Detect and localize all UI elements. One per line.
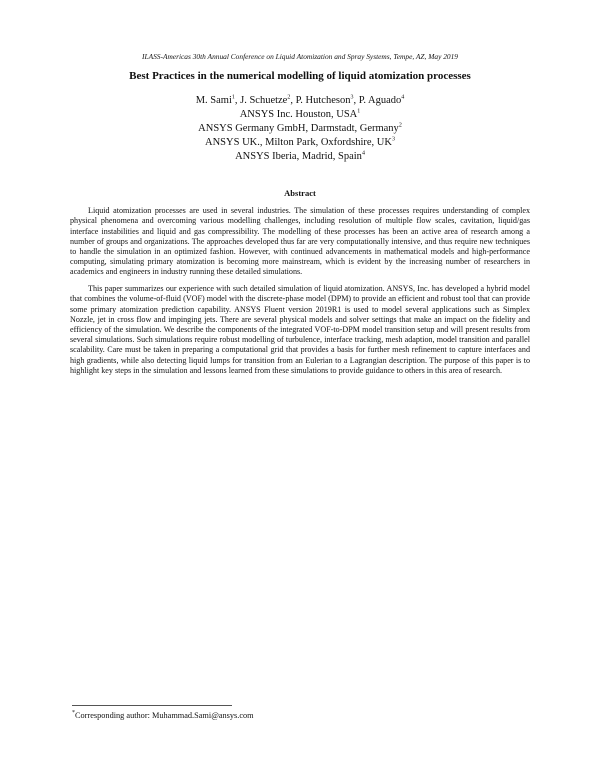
- affiliation: [0, 136, 600, 150]
- author-block: [0, 94, 600, 164]
- author-sup: 4: [401, 94, 405, 101]
- affiliation-text: ANSYS Germany GmbH, Darmstadt, Germany: [198, 123, 399, 134]
- footnote-mark: *: [72, 710, 75, 717]
- footnote-rule: [72, 705, 232, 706]
- author-sup: 1: [231, 94, 235, 101]
- affiliation-text: ANSYS Iberia, Madrid, Spain: [235, 151, 362, 162]
- abstract-heading: Abstract: [284, 188, 316, 198]
- affiliation: [0, 122, 600, 136]
- affiliation: [0, 150, 600, 164]
- abstract-paragraph: Liquid atomization processes are used in several industries. The simulation of these processes requires understanding of complex physical phenomena and overcoming various modelling challenges, including resolution of multiple flow scales, cavitation, liquid/gas interface instabilities and liquid and gas compressibility. The modelling of these processes has been an active area of research among a number of groups and organizations. The approaches developed thus far are very computationally intensive, and thus require new techniques to handle the simulation in an optimized fashion. However, with continued advancements in mathematical models and high-performance computing, simulating primary atomization is becoming more mainstream, which is evident by the increasing number of researchers in academics and engineers in industry running these detailed simulations.: [70, 206, 530, 277]
- running-header: ILASS-Americas 30th Annual Conference on Liquid Atomization and Spray Systems, Tempe, AZ, May 2019: [142, 52, 458, 61]
- author-name: , J. Schuetze: [234, 95, 288, 106]
- affiliation-text: ANSYS UK., Milton Park, Oxfordshire, UK: [205, 137, 392, 148]
- footnote: [72, 711, 254, 720]
- affiliation-sup: 3: [391, 136, 395, 143]
- abstract-paragraph: This paper summarizes our experience with such detailed simulation of liquid atomization. ANSYS, Inc. has developed a hybrid model that combines the volume-of-fluid (VOF) model with the discrete-phase model (DPM) to provide an efficient and robust tool that can provide some primary atomization prediction capability. ANSYS Fluent version 2019R1 is used to model several applications such as Simplex Nozzle, jet in cross flow and impinging jets. There are several physical models and solver settings that make an impact on the fidelity and efficiency of the simulation. We describe the components of the integrated VOF-to-DPM model transition setup and will present results from several simulations. Such simulations require robust modelling of turbulence, interface tracking, mesh adaption, model transition and parallel scalability. Care must be taken in preparing a computational grid that provides a basis for further mesh refinement to capture interfaces and high gradients, while also detecting liquid lumps for transition from an Eulerian to a Lagrangian description. The purpose of this paper is to highlight key steps in the simulation and lessons learned from these simulations to provide guidance to others in this area of research.: [70, 284, 530, 375]
- author-name: , P. Aguado: [353, 95, 402, 106]
- author-sup: 3: [350, 94, 354, 101]
- author-name: , P. Hutcheson: [290, 95, 351, 106]
- author-name: M. Sami: [195, 95, 232, 106]
- affiliation: [0, 108, 600, 122]
- footnote-text: Corresponding author: Muhammad.Sami@ansys.com: [75, 711, 254, 720]
- affiliation-sup: 1: [357, 108, 361, 115]
- affiliation-text: ANSYS Inc. Houston, USA: [239, 109, 358, 120]
- paper-title: Best Practices in the numerical modelling of liquid atomization processes: [129, 70, 471, 82]
- affiliation-sup: 4: [361, 150, 365, 157]
- author-line: [0, 94, 600, 108]
- affiliation-sup: 2: [398, 122, 402, 129]
- author-sup: 2: [287, 94, 291, 101]
